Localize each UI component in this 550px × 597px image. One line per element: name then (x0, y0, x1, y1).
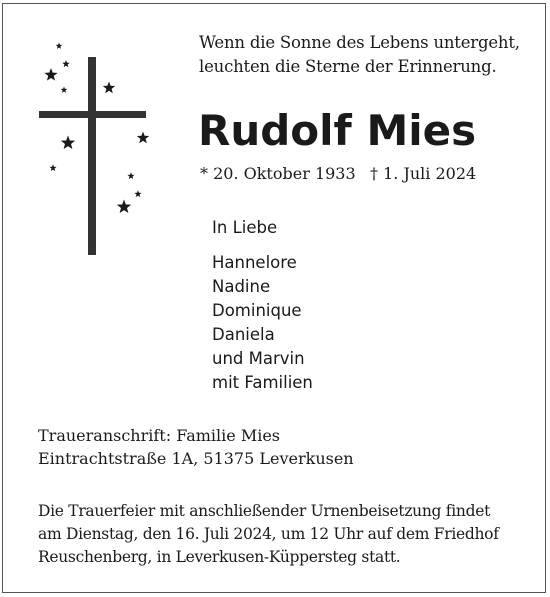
mourner-name: und Marvin (212, 349, 305, 368)
star-icon (62, 60, 70, 67)
star-icon (134, 190, 141, 197)
deceased-name: Rudolf Mies (198, 106, 477, 155)
star-icon (127, 172, 134, 179)
quote-line-1: Wenn die Sonne des Lebens untergeht, (199, 33, 520, 52)
cross-horizontal-bar (39, 111, 146, 118)
birth-date: * 20. Oktober 1933 (200, 164, 356, 183)
mourners-intro: In Liebe (212, 218, 278, 237)
star-icon (137, 132, 149, 144)
mourners-list (212, 216, 313, 395)
ceremony-line-1: Die Trauerfeier mit anschließender Urnenbeisetzung findet (38, 502, 490, 520)
mourner-name: Daniela (212, 325, 275, 344)
life-dates (200, 163, 540, 185)
mourner-name: Hannelore (212, 253, 297, 272)
star-icon (49, 164, 56, 171)
mourner-name: Nadine (212, 277, 271, 296)
cross-vertical-bar (88, 57, 96, 255)
ceremony-info (38, 500, 543, 569)
address-line-1: Traueranschrift: Familie Mies (38, 426, 281, 445)
star-icon (61, 136, 75, 150)
obituary-notice (2, 3, 546, 593)
address-line-2: Eintrachtstraße 1A, 51375 Leverkusen (38, 449, 354, 468)
mourner-name: mit Familien (212, 373, 313, 392)
star-icon (44, 68, 57, 81)
star-icon (61, 87, 68, 93)
mourning-address (38, 424, 538, 470)
star-icon (56, 43, 63, 49)
star-icon (103, 82, 115, 94)
star-icon (117, 200, 131, 214)
mourner-name: Dominique (212, 301, 302, 320)
death-date: † 1. Juli 2024 (370, 164, 477, 183)
ceremony-line-2: am Dienstag, den 16. Juli 2024, um 12 Uhr auf dem Friedhof (38, 525, 499, 543)
cross-with-stars-icon (31, 34, 161, 259)
memorial-quote (199, 31, 539, 79)
ceremony-line-3: Reuschenberg, in Leverkusen-Küppersteg statt. (38, 548, 401, 566)
quote-line-2: leuchten die Sterne der Erinnerung. (199, 57, 497, 76)
